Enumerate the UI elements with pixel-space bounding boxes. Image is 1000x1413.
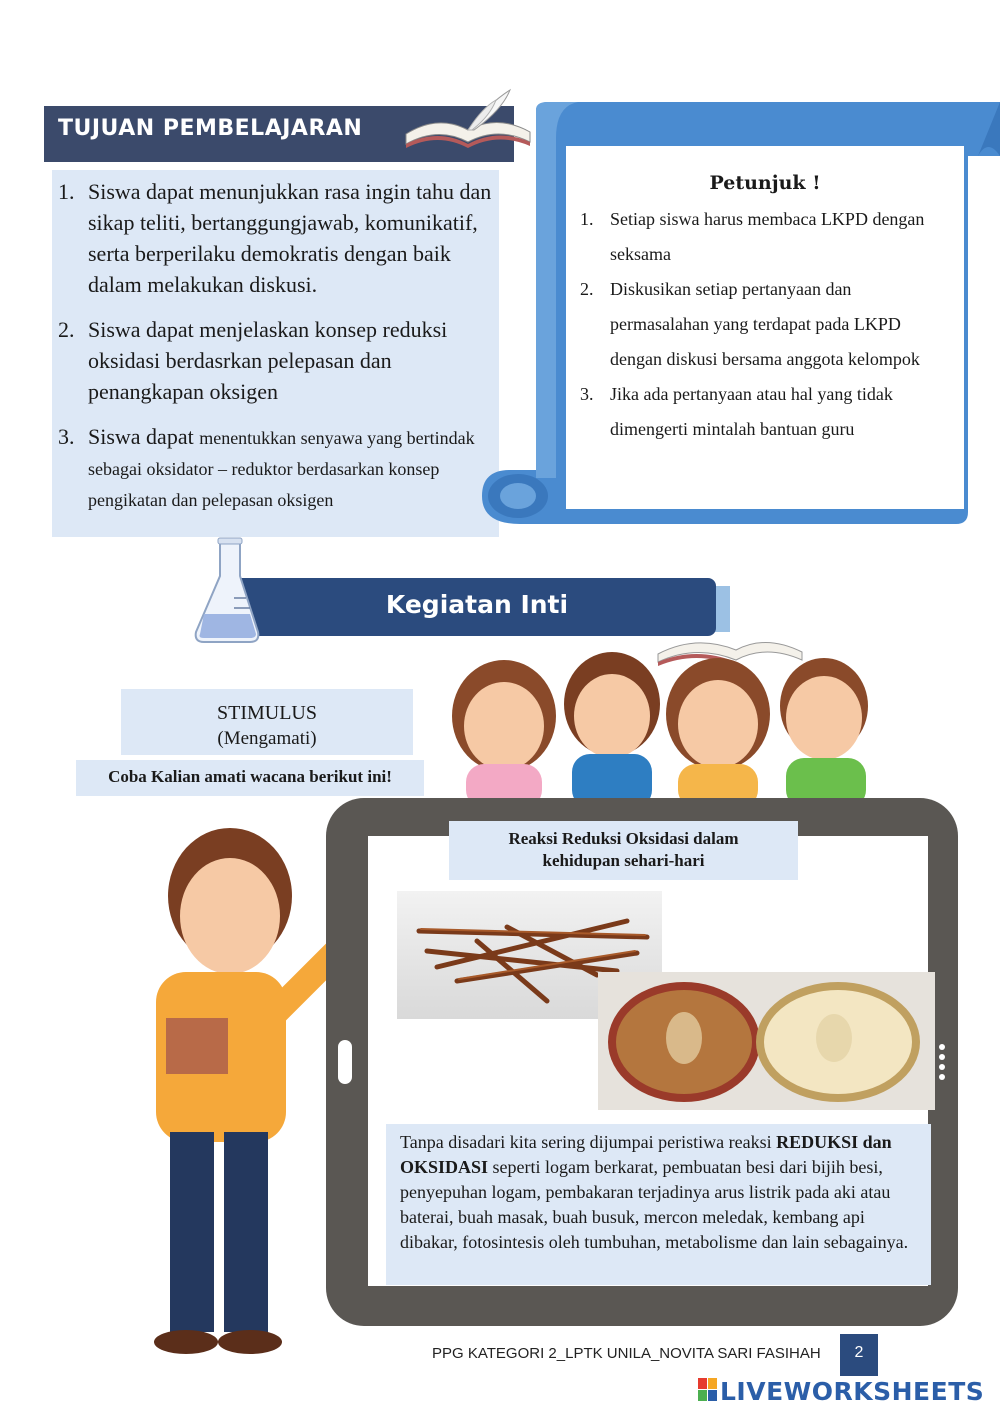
- paragraph-rest: seperti logam berkarat, pembuatan besi dari bijih besi, penyepuhan logam, pembakaran terjadinya arus listrik pada aki atau baterai, buah masak, buah busuk, mercon meledak, kembang api dibakar, fotosintesis oleh tumbuhan, metabolisme dan lain sebagainya.: [400, 1157, 909, 1252]
- paragraph-bold: REDUKSI dan OKSIDASI: [400, 1132, 892, 1177]
- petunjuk-item: 2. Diskusikan setiap pertanyaan dan permasalahan yang terdapat pada LKPD dengan diskusi bersama anggota kelompok: [580, 279, 920, 369]
- petunjuk-item: 3. Jika ada pertanyaan atau hal yang tidak dimengerti mintalah bantuan guru: [580, 384, 893, 439]
- tujuan-title: TUJUAN PEMBELAJARAN: [58, 116, 363, 141]
- tablet-side-button: [338, 1040, 352, 1084]
- tablet-heading-line1: Reaksi Reduksi Oksidasi dalam: [508, 829, 739, 848]
- tujuan-item: 1. Siswa dapat menunjukkan rasa ingin tahu dan sikap teliti, bertanggungjawab, komunikatif, serta berperilaku demokratis dengan baik dalam melakukan diskusi.: [58, 179, 492, 297]
- liveworksheets-logo-icon: [698, 1378, 718, 1402]
- stimulus-title: STIMULUS: [216, 702, 317, 724]
- tujuan-list: [58, 176, 498, 528]
- kegiatan-title: Kegiatan Inti: [385, 590, 569, 619]
- liveworksheets-brand: LIVEWORKSHEETS: [720, 1377, 985, 1406]
- tujuan-item: 2. Siswa dapat menjelaskan konsep reduksi oksidasi berdasrkan pelepasan dan penangkapan oksigen: [58, 317, 448, 404]
- stimulus-subtitle: (Mengamati): [217, 728, 317, 749]
- petunjuk-item: 1. Setiap siswa harus membaca LKPD dengan seksama: [580, 209, 925, 264]
- apple-halves-photo: [598, 972, 935, 1110]
- petunjuk-title: Petunjuk !: [709, 172, 821, 194]
- tablet-dots: [938, 1040, 946, 1090]
- tujuan-item: 3. Siswa dapat menentukkan senyawa yang bertindak sebagai oksidator – reduktor berdasarkan konsep pengikatan dan pelepasan oksigen: [58, 424, 475, 510]
- instruction-text: Coba Kalian amati wacana berikut ini!: [108, 767, 392, 786]
- tablet-heading: [449, 828, 798, 872]
- paragraph-intro: Tanpa disadari kita sering dijumpai peristiwa reaksi: [400, 1132, 777, 1152]
- page-number: 2: [854, 1344, 864, 1361]
- flask-icon: [190, 536, 262, 646]
- footer-credit: PPG KATEGORI 2_LPTK UNILA_NOVITA SARI FASIHAH: [432, 1345, 821, 1362]
- petunjuk-list: [580, 202, 952, 447]
- tablet-heading-line2: kehidupan sehari-hari: [542, 851, 705, 870]
- children-illustration: [446, 594, 876, 808]
- paragraph-text: [400, 1130, 920, 1255]
